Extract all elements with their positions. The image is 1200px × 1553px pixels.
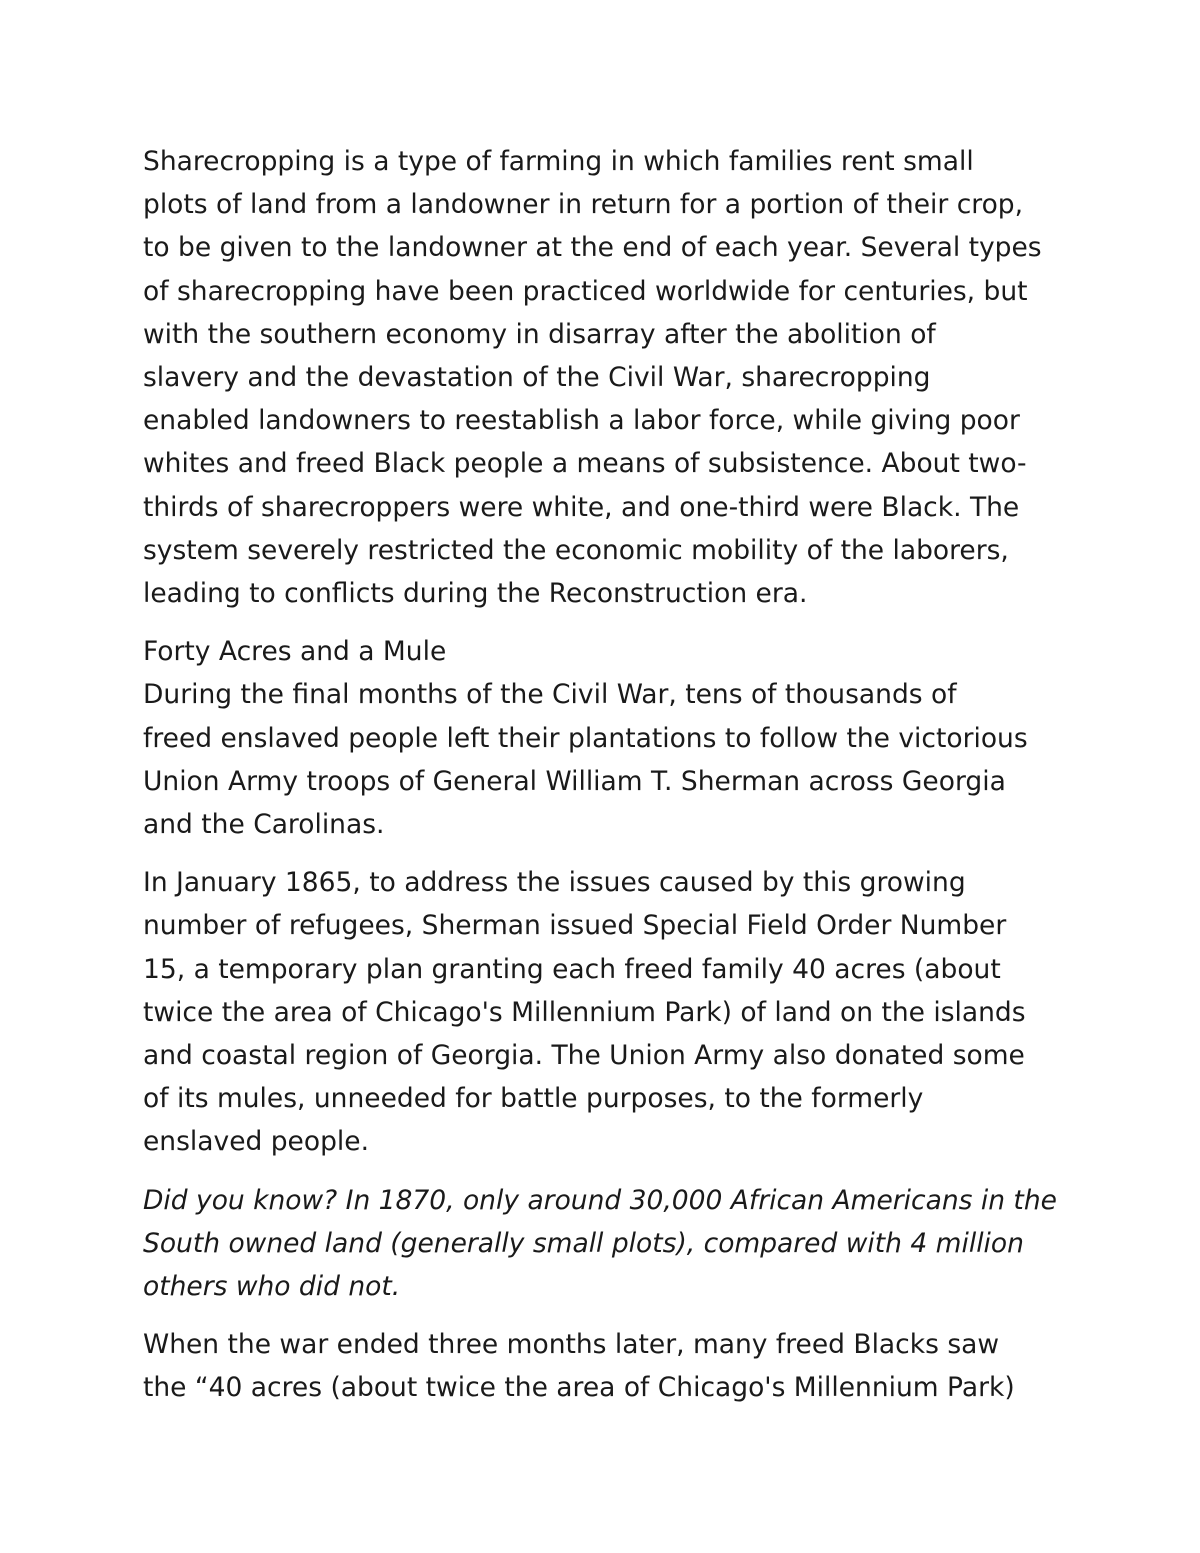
- text-line: freed enslaved people left their plantations to follow the victorious: [143, 722, 1028, 754]
- text-line: and the Carolinas.: [143, 809, 385, 841]
- paragraph-field-order: [143, 861, 1078, 1163]
- text-line: to be given to the landowner at the end of each year. Several types: [143, 232, 1042, 264]
- text-line: When the war ended three months later, many freed Blacks saw: [143, 1329, 1000, 1361]
- text-line: number of refugees, Sherman issued Special Field Order Number: [143, 910, 1007, 942]
- text-line: enslaved people.: [143, 1126, 369, 1158]
- text-line: Did you know? In 1870, only around 30,000 African Americans in the: [143, 1184, 1057, 1216]
- text-line: thirds of sharecroppers were white, and one-third were Black. The: [143, 491, 1020, 523]
- text-line: and coastal region of Georgia. The Union Army also donated some: [143, 1040, 1025, 1072]
- text-line: the “40 acres (about twice the area of Chicago's Millennium Park): [143, 1372, 1015, 1404]
- text-line: leading to conflicts during the Reconstruction era.: [143, 578, 808, 610]
- section-heading: Forty Acres and a Mule: [143, 636, 447, 668]
- paragraph-sharecropping-intro: [143, 140, 1078, 615]
- text-line: Sharecropping is a type of farming in which families rent small: [143, 146, 974, 177]
- text-line: plots of land from a landowner in return for a portion of their crop,: [143, 189, 1024, 221]
- text-line: Union Army troops of General William T. Sherman across Georgia: [143, 765, 1006, 797]
- text-line: South owned land (generally small plots), compared with 4 million: [143, 1227, 1024, 1259]
- text-line: others who did not.: [143, 1271, 401, 1303]
- text-line: In January 1865, to address the issues caused by this growing: [143, 867, 966, 899]
- text-line: twice the area of Chicago's Millennium Park) of land on the islands: [143, 996, 1026, 1028]
- paragraph-forty-acres: [143, 630, 1078, 846]
- text-line: slavery and the devastation of the Civil War, sharecropping: [143, 362, 931, 394]
- text-line: with the southern economy in disarray after the abolition of: [143, 318, 936, 350]
- text-line: of its mules, unneeded for battle purposes, to the formerly: [143, 1083, 924, 1115]
- text-line: system severely restricted the economic mobility of the laborers,: [143, 534, 1009, 566]
- did-you-know-callout: [143, 1179, 1078, 1309]
- text-line: 15, a temporary plan granting each freed family 40 acres (about: [143, 953, 1001, 985]
- text-line: During the final months of the Civil War, tens of thousands of: [143, 679, 957, 711]
- text-line: of sharecropping have been practiced worldwide for centuries, but: [143, 275, 1028, 307]
- paragraph-war-ended: [143, 1323, 1078, 1409]
- text-line: enabled landowners to reestablish a labor force, while giving poor: [143, 405, 1020, 437]
- text-line: whites and freed Black people a means of subsistence. About two-: [143, 448, 1027, 480]
- document-page: [143, 140, 1078, 1410]
